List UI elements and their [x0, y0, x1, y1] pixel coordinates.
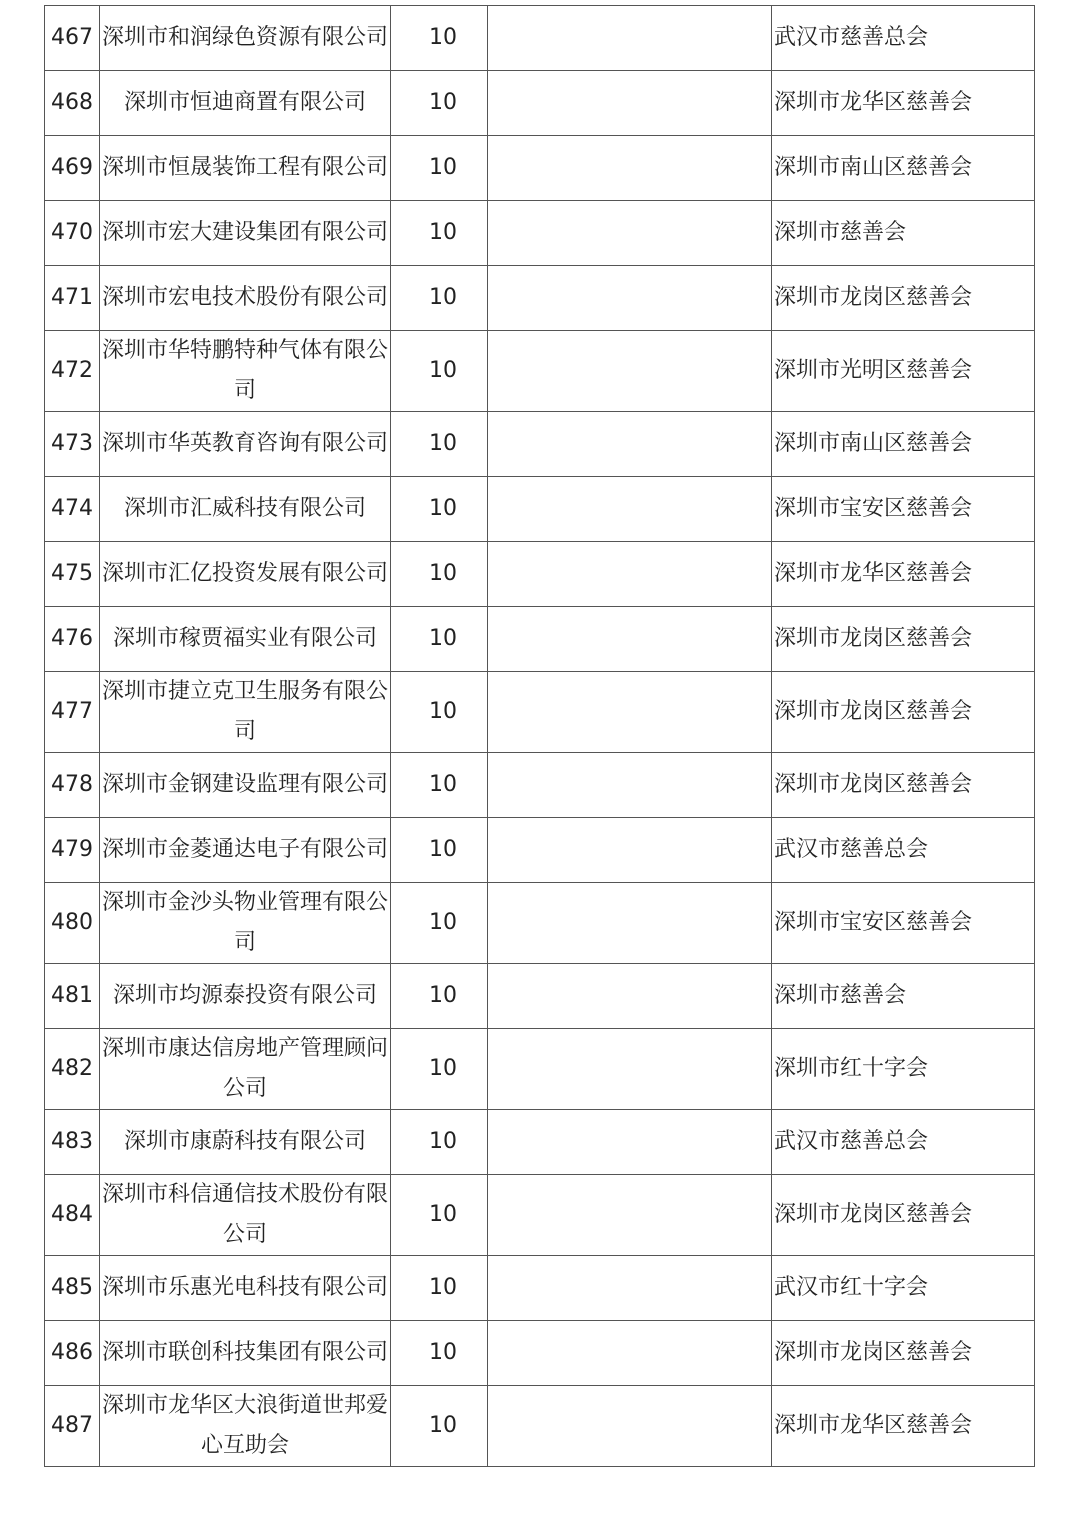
- row-number-cell: 470: [45, 201, 100, 266]
- table-row: [45, 1386, 1035, 1467]
- empty-cell: [488, 1175, 772, 1256]
- table-row: [45, 542, 1035, 607]
- row-number-cell: 487: [45, 1386, 100, 1467]
- table-row: [45, 331, 1035, 412]
- company-name-cell: 深圳市宏电技术股份有限公司: [100, 266, 391, 331]
- amount-cell: 10: [391, 607, 488, 672]
- empty-cell: [488, 71, 772, 136]
- empty-cell: [488, 331, 772, 412]
- amount-cell: 10: [391, 477, 488, 542]
- amount-cell: 10: [391, 1386, 488, 1467]
- empty-cell: [488, 883, 772, 964]
- amount-cell: 10: [391, 883, 488, 964]
- recipient-organization-cell: 武汉市慈善总会: [772, 818, 1035, 883]
- company-name-cell: 深圳市康蔚科技有限公司: [100, 1110, 391, 1175]
- recipient-organization-cell: 深圳市慈善会: [772, 964, 1035, 1029]
- recipient-organization-cell: 深圳市龙岗区慈善会: [772, 1175, 1035, 1256]
- empty-cell: [488, 753, 772, 818]
- row-number-cell: 475: [45, 542, 100, 607]
- empty-cell: [488, 412, 772, 477]
- recipient-organization-cell: 深圳市宝安区慈善会: [772, 477, 1035, 542]
- amount-cell: 10: [391, 964, 488, 1029]
- table-body: [45, 6, 1035, 1467]
- recipient-organization-cell: 深圳市红十字会: [772, 1029, 1035, 1110]
- company-name-cell: 深圳市金菱通达电子有限公司: [100, 818, 391, 883]
- row-number-cell: 473: [45, 412, 100, 477]
- row-number-cell: 486: [45, 1321, 100, 1386]
- recipient-organization-cell: 深圳市龙岗区慈善会: [772, 1321, 1035, 1386]
- table-row: [45, 607, 1035, 672]
- empty-cell: [488, 136, 772, 201]
- table-row: [45, 412, 1035, 477]
- table-row: [45, 71, 1035, 136]
- amount-cell: 10: [391, 1321, 488, 1386]
- recipient-organization-cell: 深圳市宝安区慈善会: [772, 883, 1035, 964]
- amount-cell: 10: [391, 412, 488, 477]
- amount-cell: 10: [391, 136, 488, 201]
- row-number-cell: 485: [45, 1256, 100, 1321]
- company-name-cell: 深圳市金沙头物业管理有限公司: [100, 883, 391, 964]
- recipient-organization-cell: 深圳市南山区慈善会: [772, 136, 1035, 201]
- table-row: [45, 477, 1035, 542]
- amount-cell: 10: [391, 1029, 488, 1110]
- amount-cell: 10: [391, 542, 488, 607]
- row-number-cell: 471: [45, 266, 100, 331]
- company-name-cell: 深圳市联创科技集团有限公司: [100, 1321, 391, 1386]
- company-name-cell: 深圳市宏大建设集团有限公司: [100, 201, 391, 266]
- company-name-cell: 深圳市康达信房地产管理顾问公司: [100, 1029, 391, 1110]
- table-row: [45, 136, 1035, 201]
- recipient-organization-cell: 深圳市龙岗区慈善会: [772, 266, 1035, 331]
- row-number-cell: 474: [45, 477, 100, 542]
- empty-cell: [488, 1321, 772, 1386]
- row-number-cell: 481: [45, 964, 100, 1029]
- company-name-cell: 深圳市金钢建设监理有限公司: [100, 753, 391, 818]
- amount-cell: 10: [391, 818, 488, 883]
- recipient-organization-cell: 深圳市龙华区慈善会: [772, 542, 1035, 607]
- amount-cell: 10: [391, 71, 488, 136]
- recipient-organization-cell: 深圳市龙岗区慈善会: [772, 607, 1035, 672]
- company-name-cell: 深圳市汇亿投资发展有限公司: [100, 542, 391, 607]
- amount-cell: 10: [391, 1110, 488, 1175]
- empty-cell: [488, 818, 772, 883]
- row-number-cell: 483: [45, 1110, 100, 1175]
- table-row: [45, 818, 1035, 883]
- table-row: [45, 672, 1035, 753]
- empty-cell: [488, 201, 772, 266]
- donation-table: [44, 5, 1035, 1467]
- amount-cell: 10: [391, 753, 488, 818]
- recipient-organization-cell: 武汉市红十字会: [772, 1256, 1035, 1321]
- empty-cell: [488, 6, 772, 71]
- company-name-cell: 深圳市科信通信技术股份有限公司: [100, 1175, 391, 1256]
- recipient-organization-cell: 武汉市慈善总会: [772, 6, 1035, 71]
- recipient-organization-cell: 武汉市慈善总会: [772, 1110, 1035, 1175]
- recipient-organization-cell: 深圳市龙华区慈善会: [772, 71, 1035, 136]
- table-row: [45, 6, 1035, 71]
- recipient-organization-cell: 深圳市光明区慈善会: [772, 331, 1035, 412]
- empty-cell: [488, 1029, 772, 1110]
- company-name-cell: 深圳市华特鹏特种气体有限公司: [100, 331, 391, 412]
- company-name-cell: 深圳市捷立克卫生服务有限公司: [100, 672, 391, 753]
- table-row: [45, 964, 1035, 1029]
- table-row: [45, 883, 1035, 964]
- row-number-cell: 480: [45, 883, 100, 964]
- row-number-cell: 478: [45, 753, 100, 818]
- recipient-organization-cell: 深圳市南山区慈善会: [772, 412, 1035, 477]
- row-number-cell: 472: [45, 331, 100, 412]
- table-row: [45, 1321, 1035, 1386]
- row-number-cell: 468: [45, 71, 100, 136]
- empty-cell: [488, 1256, 772, 1321]
- row-number-cell: 482: [45, 1029, 100, 1110]
- company-name-cell: 深圳市稼贾福实业有限公司: [100, 607, 391, 672]
- empty-cell: [488, 672, 772, 753]
- recipient-organization-cell: 深圳市龙华区慈善会: [772, 1386, 1035, 1467]
- table-row: [45, 1029, 1035, 1110]
- company-name-cell: 深圳市乐惠光电科技有限公司: [100, 1256, 391, 1321]
- amount-cell: 10: [391, 201, 488, 266]
- company-name-cell: 深圳市龙华区大浪街道世邦爱心互助会: [100, 1386, 391, 1467]
- recipient-organization-cell: 深圳市龙岗区慈善会: [772, 753, 1035, 818]
- empty-cell: [488, 477, 772, 542]
- company-name-cell: 深圳市和润绿色资源有限公司: [100, 6, 391, 71]
- amount-cell: 10: [391, 1256, 488, 1321]
- empty-cell: [488, 266, 772, 331]
- amount-cell: 10: [391, 672, 488, 753]
- table-row: [45, 1256, 1035, 1321]
- amount-cell: 10: [391, 266, 488, 331]
- company-name-cell: 深圳市恒迪商置有限公司: [100, 71, 391, 136]
- table-row: [45, 753, 1035, 818]
- empty-cell: [488, 542, 772, 607]
- row-number-cell: 469: [45, 136, 100, 201]
- empty-cell: [488, 607, 772, 672]
- empty-cell: [488, 1386, 772, 1467]
- row-number-cell: 484: [45, 1175, 100, 1256]
- empty-cell: [488, 1110, 772, 1175]
- row-number-cell: 477: [45, 672, 100, 753]
- row-number-cell: 479: [45, 818, 100, 883]
- row-number-cell: 476: [45, 607, 100, 672]
- amount-cell: 10: [391, 331, 488, 412]
- company-name-cell: 深圳市汇威科技有限公司: [100, 477, 391, 542]
- row-number-cell: 467: [45, 6, 100, 71]
- recipient-organization-cell: 深圳市慈善会: [772, 201, 1035, 266]
- company-name-cell: 深圳市均源泰投资有限公司: [100, 964, 391, 1029]
- company-name-cell: 深圳市华英教育咨询有限公司: [100, 412, 391, 477]
- table-row: [45, 266, 1035, 331]
- amount-cell: 10: [391, 6, 488, 71]
- empty-cell: [488, 964, 772, 1029]
- recipient-organization-cell: 深圳市龙岗区慈善会: [772, 672, 1035, 753]
- table-row: [45, 1110, 1035, 1175]
- company-name-cell: 深圳市恒晟装饰工程有限公司: [100, 136, 391, 201]
- amount-cell: 10: [391, 1175, 488, 1256]
- table-row: [45, 1175, 1035, 1256]
- table-row: [45, 201, 1035, 266]
